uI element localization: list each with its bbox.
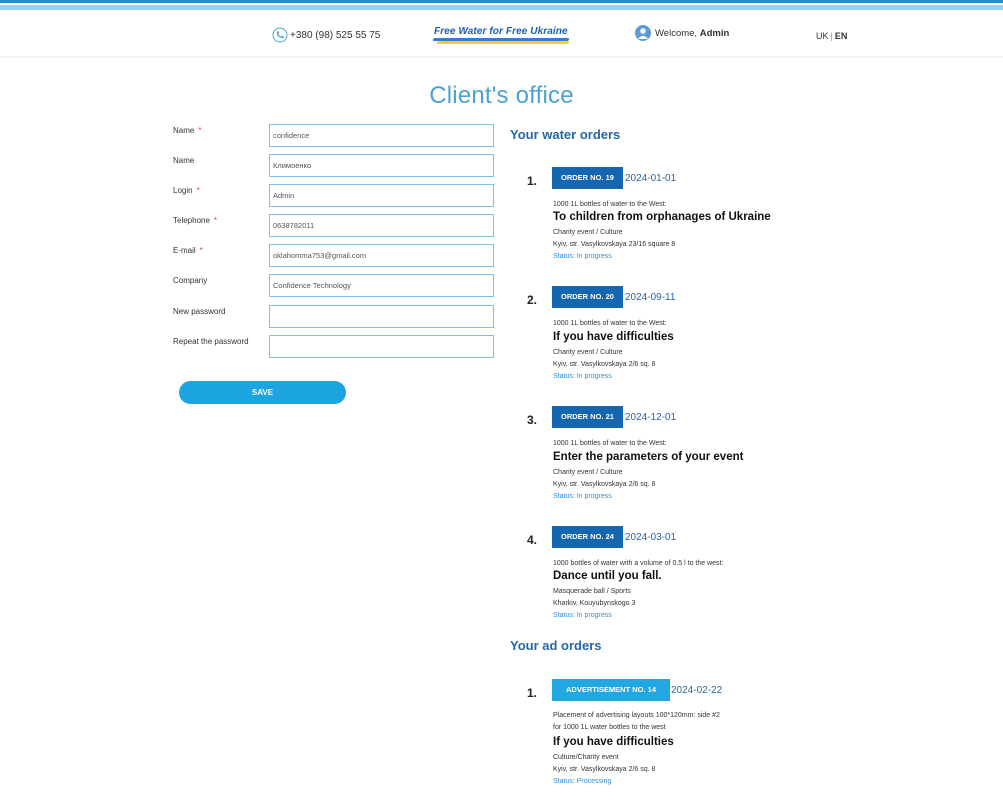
welcome-prefix: Welcome, [655, 27, 698, 39]
order-title: Dance until you fall. [553, 570, 662, 582]
field-login [173, 184, 495, 207]
top-color-bar [0, 0, 1003, 10]
order-number: 2. [527, 293, 538, 307]
order-number: 1. [527, 686, 538, 700]
order-status: Status: In progress [553, 493, 612, 500]
order-title: Enter the parameters of your event [553, 451, 744, 463]
order-badge[interactable]: ORDER NO. 21 [552, 406, 623, 428]
label-text: Repeat the password [173, 337, 249, 346]
order-badge[interactable]: ORDER NO. 24 [552, 526, 623, 548]
order-status: Status: In progress [553, 612, 612, 619]
user-welcome[interactable] [635, 25, 729, 41]
order-category: Masquerade ball / Sports [553, 588, 631, 595]
order-title: To children from orphanages of Ukraine [553, 211, 771, 223]
order-title: If you have difficulties [553, 331, 674, 343]
site-logo[interactable] [433, 26, 573, 46]
label-text: Name [173, 126, 195, 135]
label-text: Name [173, 156, 195, 165]
phone-icon [272, 27, 288, 43]
label-text: New password [173, 307, 226, 316]
label-text: E-mail [173, 246, 196, 255]
phone-contact[interactable] [272, 27, 380, 43]
order-category: Charity event / Culture [553, 469, 623, 476]
user-name: Admin [699, 27, 730, 39]
order-number: 4. [527, 533, 538, 547]
welcome-text [655, 28, 729, 39]
name-input[interactable] [269, 124, 494, 147]
field-new-password [173, 305, 495, 328]
field-surname [173, 154, 495, 177]
order-date: 2024-12-01 [625, 412, 677, 423]
order-address: Kyiv, str. Vasylkovskaya 2/6 sq. 8 [553, 361, 656, 368]
label-text: Company [173, 276, 208, 285]
order-number: 3. [527, 413, 538, 427]
ad-orders-title: Your ad orders [510, 638, 602, 653]
site-header [0, 10, 1003, 57]
field-email [173, 244, 495, 267]
order-address: Kyiv, str. Vasylkovskaya 23/16 square 8 [553, 241, 676, 248]
order-number: 1. [527, 174, 538, 188]
field-label [173, 307, 225, 316]
order-badge[interactable]: ORDER NO. 20 [552, 286, 623, 308]
repeat-password-input[interactable] [269, 335, 494, 358]
order-category: Charity event / Culture [553, 229, 623, 236]
field-telephone [173, 214, 495, 237]
order-description: 1000 bottles of water with a volume of 0.5 l to the west: [553, 560, 724, 567]
order-description: Placement of advertising layouts 100*120mm: side #2 [553, 712, 720, 719]
order-status: Status: Processing [553, 778, 612, 785]
order-date: 2024-03-01 [625, 532, 677, 543]
order-date: 2024-02-22 [671, 685, 723, 696]
order-address: Kyiv, str. Vasylkovskaya 2/6 sq. 8 [553, 766, 656, 773]
lang-separator: | [830, 31, 833, 41]
order-description: 1000 1L bottles of water to the West: [553, 201, 667, 208]
field-label [173, 246, 203, 255]
order-description-cont: for 1000 1L water bottles to the west [553, 724, 666, 731]
field-label [173, 337, 249, 346]
field-repeat-password [173, 335, 495, 358]
label-text: Telephone [173, 216, 210, 225]
field-label [173, 156, 194, 165]
water-orders-title: Your water orders [510, 127, 621, 142]
language-switcher [816, 31, 847, 41]
lang-en[interactable]: EN [834, 31, 848, 41]
required-mark: * [196, 186, 200, 195]
company-input[interactable] [269, 274, 494, 297]
new-password-input[interactable] [269, 305, 494, 328]
field-company [173, 274, 495, 297]
order-title: If you have difficulties [553, 736, 674, 748]
order-status: Status: In progress [553, 253, 612, 260]
order-description: 1000 1L bottles of water to the West: [553, 440, 667, 447]
order-badge[interactable]: ORDER NO. 19 [552, 167, 623, 189]
field-label [173, 276, 207, 285]
order-description: 1000 1L bottles of water to the West: [553, 320, 667, 327]
phone-number[interactable]: +380 (98) 525 55 75 [290, 29, 381, 41]
save-button[interactable]: SAVE [179, 381, 346, 404]
logo-text: Free Water for Free Ukraine [434, 26, 568, 37]
order-date: 2024-09-11 [625, 292, 676, 303]
order-category: Charity event / Culture [553, 349, 623, 356]
email-input[interactable] [269, 244, 494, 267]
login-input[interactable] [269, 184, 494, 207]
lang-uk[interactable]: UK [816, 31, 829, 41]
page-title: Client's office [429, 82, 574, 109]
required-mark: * [199, 246, 203, 255]
telephone-input[interactable] [269, 214, 494, 237]
field-label [173, 216, 217, 225]
field-label [173, 186, 200, 195]
order-address: Kyiv, str. Vasylkovskaya 2/6 sq. 8 [553, 481, 656, 488]
user-icon [635, 25, 651, 41]
field-name [173, 124, 495, 147]
required-mark: * [213, 216, 218, 225]
ad-order-badge[interactable]: ADVERTISEMENT NO. 14 [552, 679, 670, 701]
surname-input[interactable] [269, 154, 494, 177]
logo-wave-yellow [436, 41, 569, 44]
field-label [173, 126, 201, 135]
required-mark: * [198, 126, 202, 135]
order-status: Status: In progress [553, 373, 612, 380]
label-text: Login [173, 186, 193, 195]
order-category: Culture/Charity event [553, 754, 619, 761]
order-date: 2024-01-01 [625, 173, 677, 184]
order-address: Kharkiv, Kouyubynskogo 3 [553, 600, 636, 607]
